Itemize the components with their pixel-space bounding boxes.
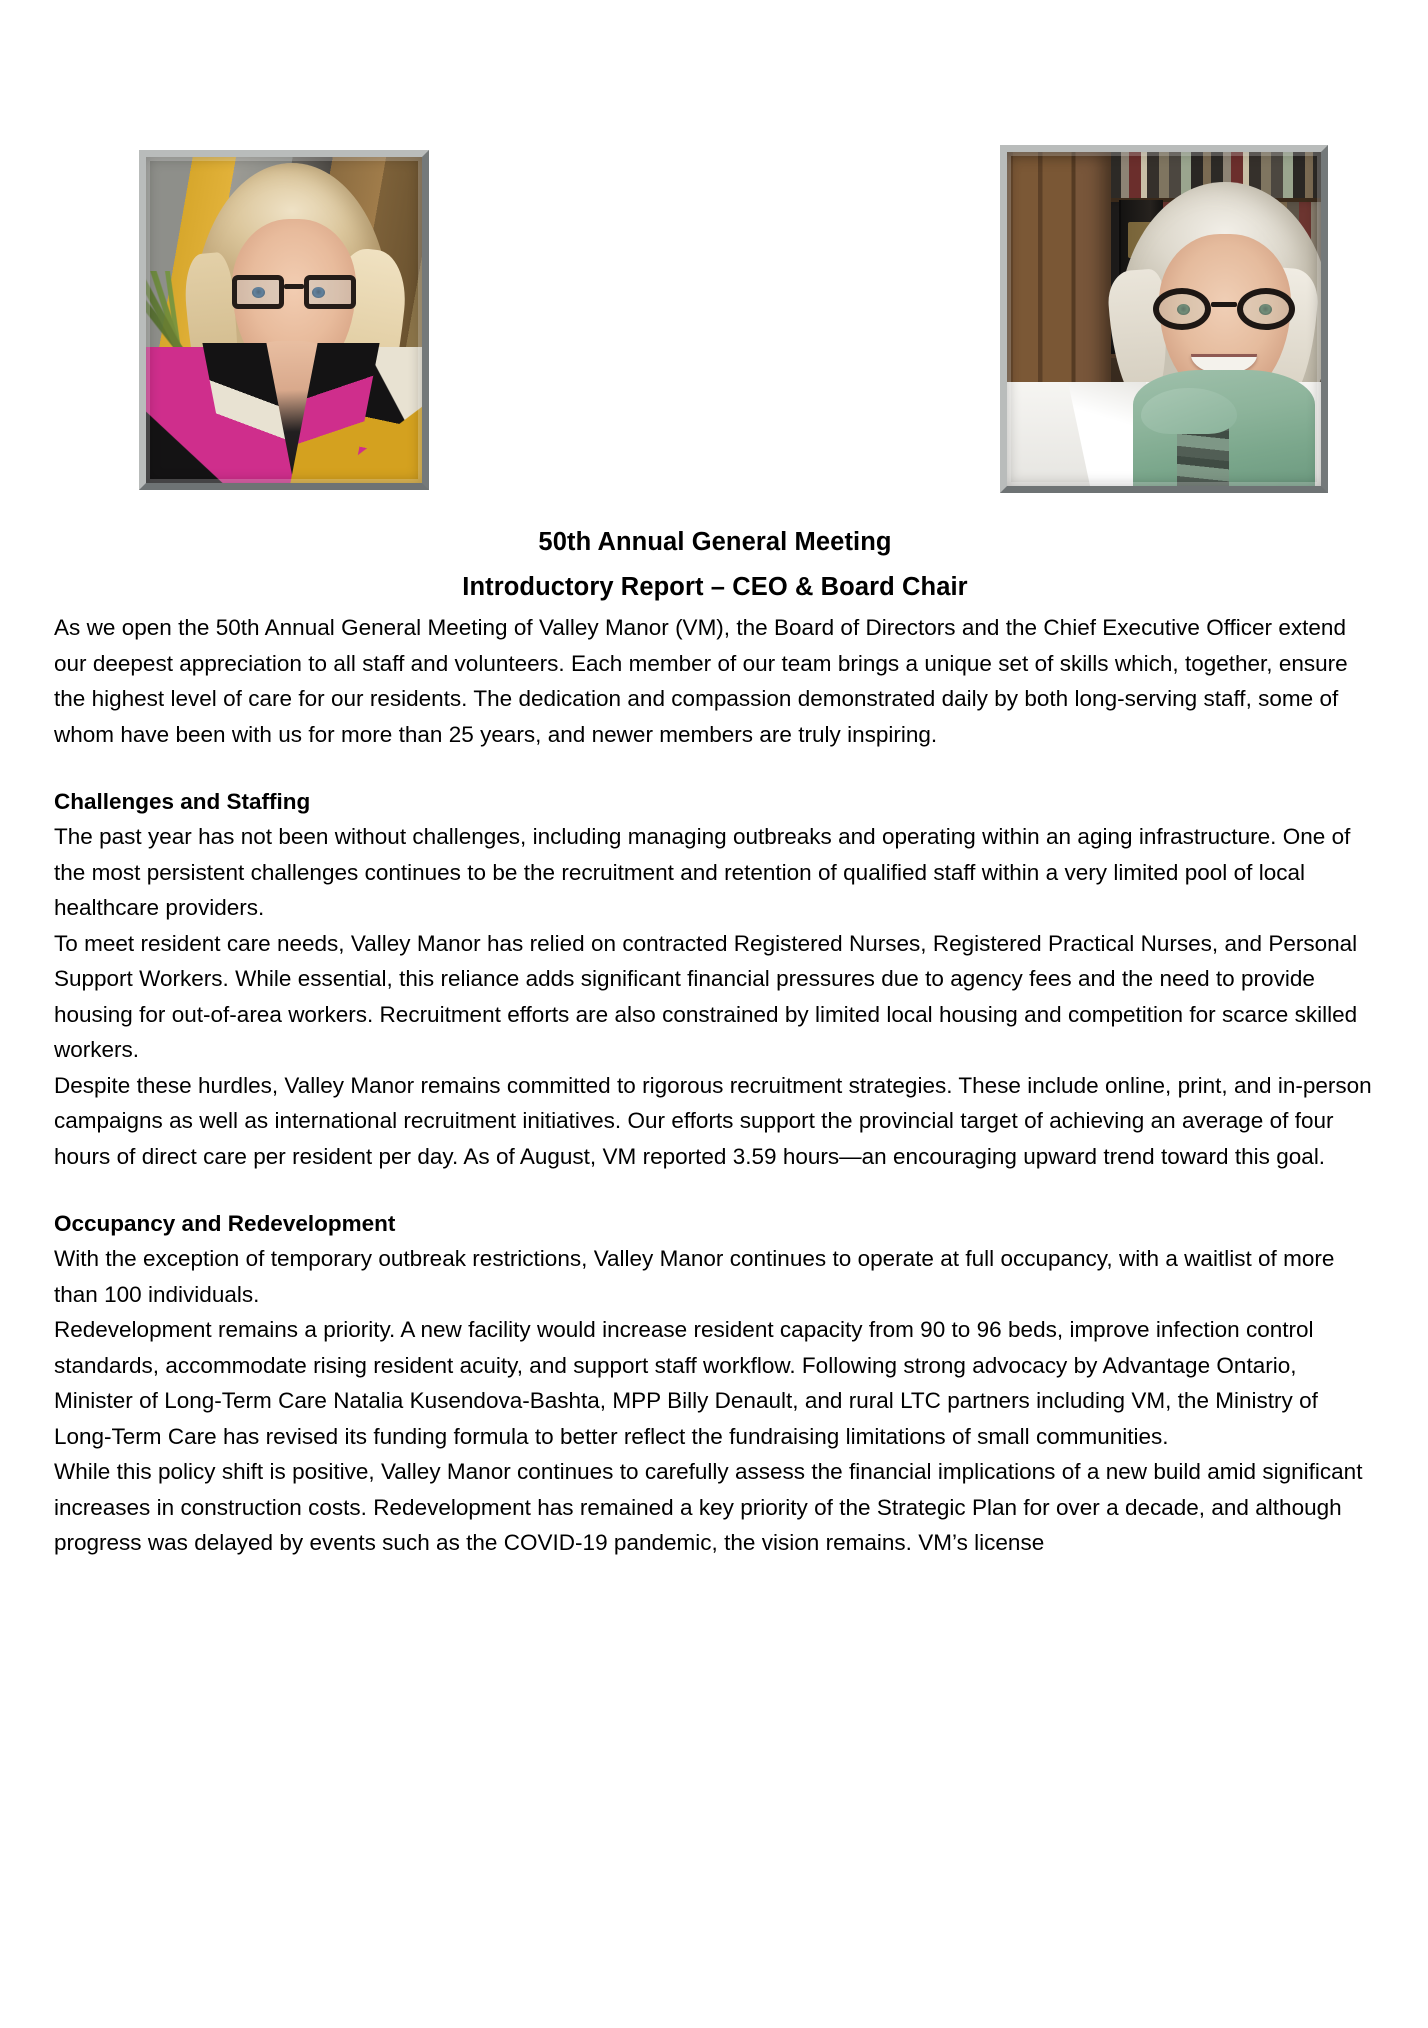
board-chair-portrait-photo: [1000, 145, 1328, 493]
page-title-line-2: Introductory Report – CEO & Board Chair: [462, 573, 968, 601]
ceo-lens-left: [232, 275, 284, 309]
paragraph-occupancy-1: With the exception of temporary outbreak restrictions, Valley Manor continues to operate at full occupancy, with a waitlist of more than 100 individuals.: [54, 1246, 1335, 1307]
ceo-portrait-photo: [139, 150, 429, 490]
eyeglasses-round-icon: [1153, 288, 1295, 330]
portrait-photo-band: [0, 0, 1428, 505]
chair-lens-left: [1153, 288, 1211, 330]
ceo-lens-right: [304, 275, 356, 309]
chair-lens-right: [1237, 288, 1295, 330]
paragraph-occupancy-2: Redevelopment remains a priority. A new facility would increase resident capacity from 90 to 96 beds, improve infection control standards, accommodate rising resident acuity, and support staff workflow. Following strong advocacy by Advantage Ontario, Minister of Long-Term Care Natalia Kusendova-Bashta, MPP Billy Denault, and rural LTC partners including VM, the Ministry of Long-Term Care has revised its funding formula to better reflect the fundraising limitations of small communities.: [54, 1317, 1318, 1449]
ceo-glasses-bridge: [284, 284, 304, 289]
chair-glasses-bridge: [1211, 302, 1237, 307]
heading-occupancy-and-redevelopment: Occupancy and Redevelopment: [54, 1211, 396, 1236]
paragraph-challenges-1: The past year has not been without challenges, including managing outbreaks and operating within an aging infrastructure. One of the most persistent challenges continues to be the recruitment and retention of qualified staff within a very limited pool of local healthcare providers.: [54, 824, 1351, 920]
chair-scarf-fold: [1141, 388, 1237, 434]
page-title: [54, 520, 1376, 610]
paragraph-challenges-2: To meet resident care needs, Valley Manor has relied on contracted Registered Nurses, Registered Practical Nurses, and Personal Support Workers. While essential, this reliance adds significant financial pressures due to agency fees and the need to provide housing for out-of-area workers. Recruitment efforts are also constrained by limited local housing and competition for scarce skilled workers.: [54, 930, 1358, 1062]
heading-challenges-and-staffing: Challenges and Staffing: [54, 789, 311, 814]
board-chair-portrait-canvas: [1007, 152, 1321, 486]
page-title-line-1: 50th Annual General Meeting: [538, 528, 892, 556]
ceo-portrait-canvas: [146, 157, 422, 483]
paragraph-occupancy-3: While this policy shift is positive, Valley Manor continues to carefully assess the financial implications of a new build amid significant increases in construction costs. Redevelopment has remained a key priority of the Strategic Plan for over a decade, and although progress was delayed by events such as the COVID-19 pandemic, the vision remains. VM’s license: [54, 1459, 1363, 1555]
paragraph-challenges-3: Despite these hurdles, Valley Manor remains committed to rigorous recruitment strategies. These include online, print, and in-person campaigns as well as international recruitment initiatives. Our efforts support the provincial target of achieving an average of four hours of direct care per resident per day. As of August, VM reported 3.59 hours—an encouraging upward trend toward this goal.: [54, 1072, 1372, 1169]
paragraph-opening: As we open the 50th Annual General Meeting of Valley Manor (VM), the Board of Directors and the Chief Executive Officer extend our deepest appreciation to all staff and volunteers. Each member of our team brings a unique set of skills which, together, ensure the highest level of care for our residents. The dedication and compassion demonstrated daily by both long-serving staff, some of whom have been with us for more than 25 years, and newer members are truly inspiring.: [54, 615, 1348, 747]
eyeglasses-icon: [230, 275, 358, 311]
document-body: [54, 520, 1376, 1561]
